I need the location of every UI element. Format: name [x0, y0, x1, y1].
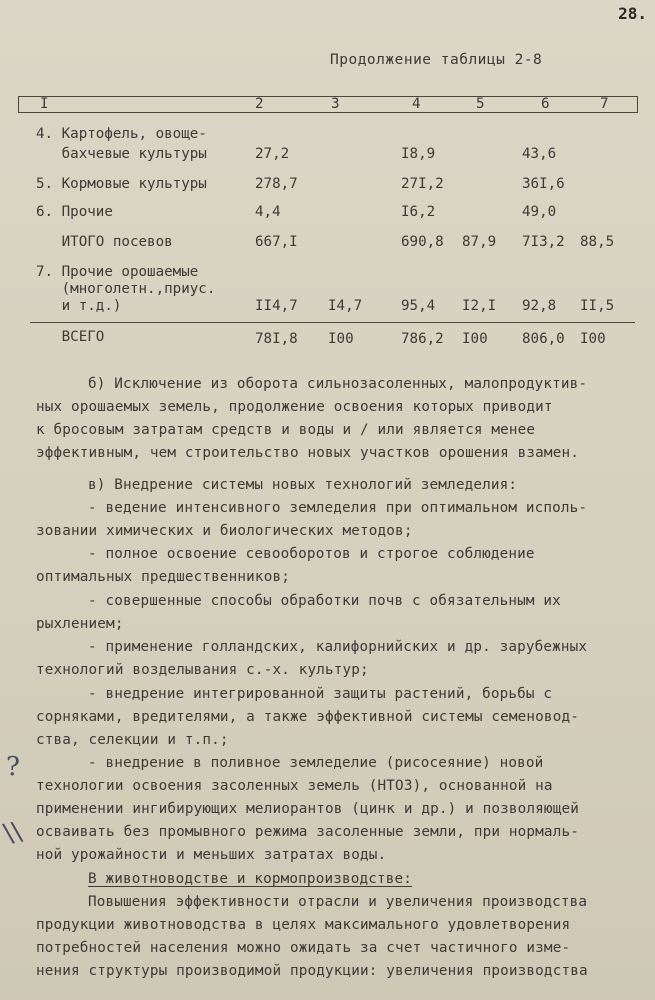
text-line: технологий возделывания с.-х. культур;: [36, 662, 369, 678]
text-line: к бросовым затратам средств и воды и / или является менее: [36, 422, 536, 438]
table-cell: 667,I: [255, 234, 298, 250]
row-label-line: 4. Картофель, овоще-: [36, 126, 207, 142]
table-right-border: [637, 96, 638, 113]
table-cell: 78I,8: [255, 331, 298, 347]
table-cell: 806,0: [522, 331, 565, 347]
header-cell-2: 2: [255, 96, 264, 112]
table-cell: 278,7: [255, 176, 298, 192]
table-cell: I2,I: [462, 298, 497, 314]
text-line: нения структуры производимой продукции: увеличения производства: [36, 963, 588, 979]
text-line: - совершенные способы обработки почв с обязательным их: [88, 593, 561, 609]
text-line: зовании химических и биологических методов;: [36, 523, 413, 539]
table-cell: 27I,2: [401, 176, 444, 192]
row-label-line: 6. Прочие: [36, 204, 113, 220]
table-cell: 7I3,2: [522, 234, 565, 250]
row-label-line: и т.д.): [36, 298, 122, 314]
text-line: технологии освоения засоленных земель (НТОЗ), основанной на: [36, 778, 553, 794]
table-cell: I4,7: [328, 298, 363, 314]
text-line: Повышения эффективности отрасли и увеличения производства: [88, 894, 588, 910]
header-cell-6: 6: [541, 96, 550, 112]
table-header-rule: [18, 112, 638, 113]
header-cell-1: I: [40, 96, 49, 112]
text-line: ной урожайности и меньших затратах воды.: [36, 847, 387, 863]
row-label-line: 5. Кормовые культуры: [36, 176, 207, 192]
table-cell: 92,8: [522, 298, 557, 314]
question-mark-annotation: ?: [6, 752, 20, 782]
table-cell: 95,4: [401, 298, 436, 314]
text-line: продукции животноводства в целях максимального удовлетворения: [36, 917, 571, 933]
table-cell: I00: [580, 331, 606, 347]
table-left-border: [18, 96, 19, 113]
table-total-rule: [30, 322, 635, 323]
text-line: рыхлением;: [36, 616, 124, 632]
text-line: - внедрение интегрированной защиты растений, борьбы с: [88, 686, 553, 702]
text-line: - применение голландских, калифорнийских и др. зарубежных: [88, 639, 588, 655]
table-cell: 786,2: [401, 331, 444, 347]
header-cell-4: 4: [412, 96, 421, 112]
table-cell: 88,5: [580, 234, 615, 250]
page-number: 28.: [618, 4, 647, 23]
text-line: - внедрение в поливное земледелие (рисосеяние) новой: [88, 755, 544, 771]
row-label-line: бахчевые культуры: [36, 146, 207, 162]
table-cell: 27,2: [255, 146, 290, 162]
text-line: оптимальных предшественников;: [36, 569, 290, 585]
text-line: б) Исключение из оборота сильнозасоленных, малопродуктив-: [88, 376, 588, 392]
text-line: - ведение интенсивного земледелия при оптимальном исполь-: [88, 500, 588, 516]
table-cell: I00: [462, 331, 488, 347]
table-cell: II,5: [580, 298, 615, 314]
table-cell: 4,4: [255, 204, 281, 220]
table-cell: 49,0: [522, 204, 557, 220]
text-line: сорняками, вредителями, а также эффективной системы семеновод-: [36, 709, 579, 725]
table-cell: I8,9: [401, 146, 436, 162]
row-label-line: 7. Прочие орошаемые: [36, 264, 199, 280]
table-cell: I6,2: [401, 204, 436, 220]
table-cell: 87,9: [462, 234, 497, 250]
text-line: ных орошаемых земель, продолжение освоения которых приводит: [36, 399, 553, 415]
text-line: ства, селекции и т.п.;: [36, 732, 229, 748]
table-cell: 36I,6: [522, 176, 565, 192]
row-label-line: ИТОГО посевов: [36, 234, 173, 250]
section-heading: В животноводстве и кормопроизводстве:: [88, 871, 413, 887]
text-line: применении ингибирующих мелиорантов (цинк и др.) и позволяющей: [36, 801, 579, 817]
table-cell: I00: [328, 331, 354, 347]
row-label-line: (многолетн.,приус.: [36, 281, 216, 297]
text-line: эффективным, чем строительство новых участков орошения взамен.: [36, 445, 579, 461]
text-line: осваивать без промывного режима засоленные земли, при нормаль-: [36, 824, 579, 840]
double-slash-annotation: \\: [1, 816, 25, 850]
header-cell-3: 3: [331, 96, 340, 112]
header-cell-5: 5: [476, 96, 485, 112]
text-line: в) Внедрение системы новых технологий земледелия:: [88, 477, 518, 493]
header-cell-7: 7: [600, 96, 609, 112]
text-line: - полное освоение севооборотов и строгое соблюдение: [88, 546, 535, 562]
text-line: потребностей населения можно ожидать за счет частичного изме-: [36, 940, 571, 956]
table-cell: 690,8: [401, 234, 444, 250]
table-cell: II4,7: [255, 298, 298, 314]
table-caption: Продолжение таблицы 2-8: [330, 52, 543, 68]
table-cell: 43,6: [522, 146, 557, 162]
row-label-line: ВСЕГО: [36, 329, 105, 345]
